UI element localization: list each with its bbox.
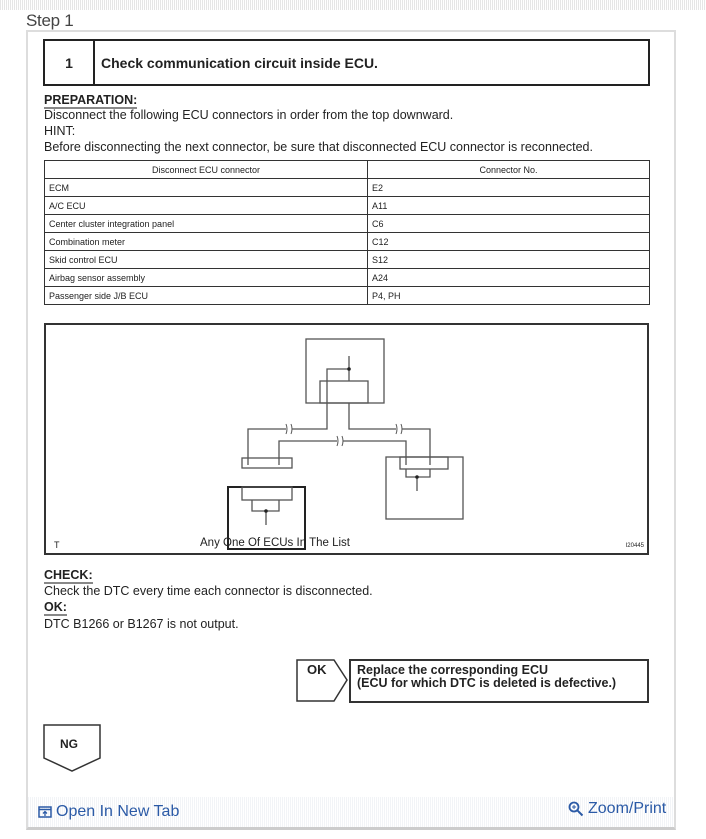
diagram-corner-label: T	[54, 540, 60, 550]
open-in-new-tab-link[interactable]	[38, 803, 179, 821]
ok-label-wrap	[44, 600, 67, 616]
magnifier-icon	[568, 801, 584, 817]
connector-no: A11	[368, 197, 650, 215]
connector-no: E2	[368, 179, 650, 197]
table-row	[45, 233, 650, 251]
connector-no: P4, PH	[368, 287, 650, 305]
connector-no: C6	[368, 215, 650, 233]
ecu-name: Airbag sensor assembly	[45, 269, 368, 287]
ecu-name: Center cluster integration panel	[45, 215, 368, 233]
table-row	[45, 287, 650, 305]
ok-result-line2: (ECU for which DTC is deleted is defective.)	[357, 676, 617, 690]
ok-tag-label: OK	[307, 662, 327, 677]
right-ecu-connector	[400, 457, 448, 469]
right-ecu-box	[386, 457, 463, 519]
zoom-print-label: Zoom/Print	[588, 800, 667, 817]
figure-id: I20445	[625, 543, 644, 549]
left-harness-connector	[242, 458, 292, 468]
step-heading: Check communication circuit inside ECU.	[101, 54, 378, 71]
circuit-diagram	[44, 323, 649, 555]
ok-result-box	[349, 659, 649, 703]
ecu-name: Passenger side J/B ECU	[45, 287, 368, 305]
table-header-row	[45, 161, 650, 179]
table-row	[45, 179, 650, 197]
ecu-name: ECM	[45, 179, 368, 197]
top-strip	[0, 0, 706, 10]
step-number: 1	[45, 41, 95, 84]
column-header: Disconnect ECU connector	[45, 161, 368, 179]
step-header	[43, 39, 650, 86]
connector-no: C12	[368, 233, 650, 251]
ecu-name: Combination meter	[45, 233, 368, 251]
top-ecu-box	[306, 339, 384, 403]
check-text: Check the DTC every time each connector is disconnected.	[44, 584, 373, 598]
step-title: Step 1	[26, 11, 74, 30]
preparation-label: PREPARATION:	[44, 93, 138, 107]
open-in-new-tab-label: Open In New Tab	[56, 803, 180, 820]
ng-tag-label: NG	[60, 737, 78, 751]
column-header: Connector No.	[368, 161, 650, 179]
table-row	[45, 215, 650, 233]
connector-table	[44, 160, 650, 305]
preparation-label-wrap	[44, 93, 137, 109]
zoom-print-link[interactable]	[568, 800, 666, 818]
ok-result-line1: Replace the corresponding ECU	[357, 663, 549, 677]
hint-label: HINT:	[44, 124, 76, 138]
table-row	[45, 269, 650, 287]
ok-criteria-text: DTC B1266 or B1267 is not output.	[44, 617, 239, 631]
wiring-schematic	[46, 325, 649, 555]
ecu-name: A/C ECU	[45, 197, 368, 215]
connector-no: A24	[368, 269, 650, 287]
table-row	[45, 251, 650, 269]
open-new-tab-icon	[38, 805, 52, 819]
connector-no: S12	[368, 251, 650, 269]
hint-text: Before disconnecting the next connector, be sure that disconnected ECU connector is reconnected.	[44, 140, 593, 154]
table-row	[45, 197, 650, 215]
preparation-text: Disconnect the following ECU connectors in order from the top downward.	[44, 108, 454, 122]
ok-label: OK:	[44, 600, 67, 614]
ecu-name: Skid control ECU	[45, 251, 368, 269]
check-label: CHECK:	[44, 568, 93, 582]
diagram-caption: Any One Of ECUs In The List	[200, 537, 350, 549]
check-label-wrap	[44, 568, 93, 584]
